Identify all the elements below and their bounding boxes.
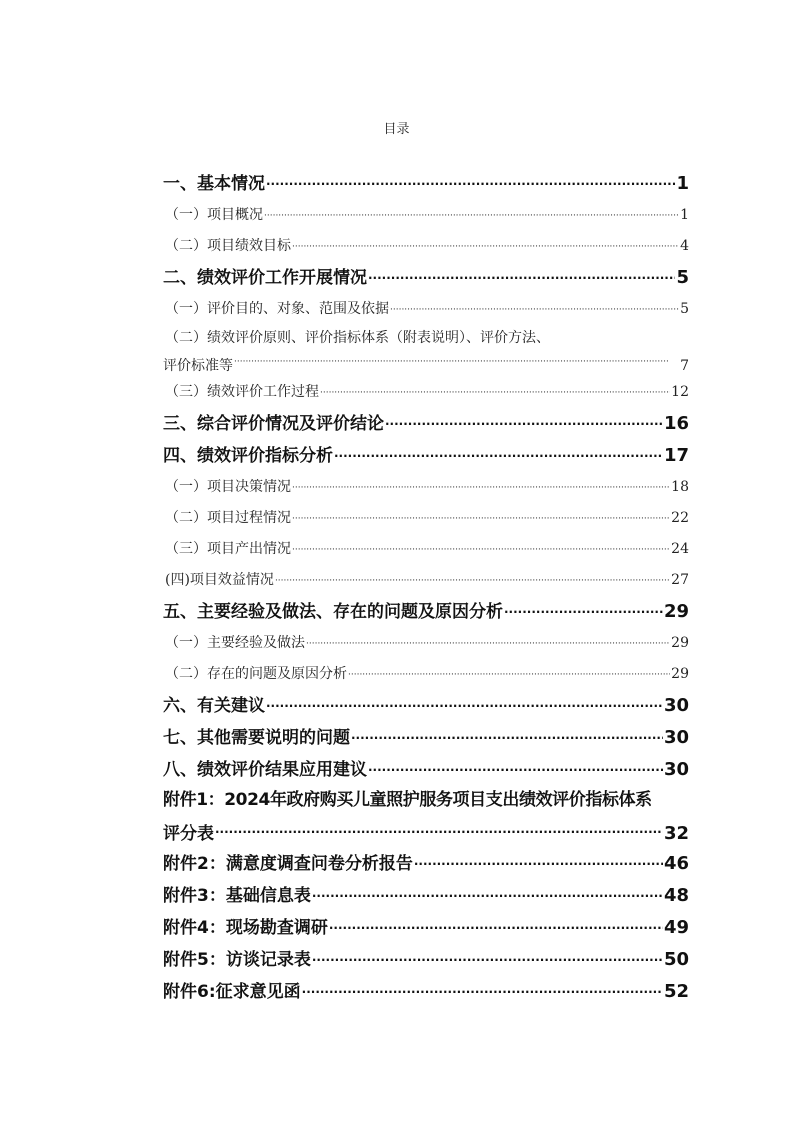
toc-title: 目录 bbox=[383, 122, 410, 137]
toc-entry-page: 7 bbox=[680, 358, 689, 374]
toc-entry-page: 29 bbox=[663, 601, 689, 622]
toc-entry-text-cont: 评价标准等 bbox=[163, 358, 233, 374]
toc-entry-page: 18 bbox=[671, 479, 689, 495]
toc-entry[interactable] bbox=[163, 168, 689, 200]
toc-entry-text: （一）评价目的、对象、范围及依据 bbox=[165, 301, 389, 317]
toc-entry-text: （一）项目概况 bbox=[165, 207, 263, 223]
toc-entry-page: 46 bbox=[663, 853, 689, 874]
toc-entry-text: 附件3：基础信息表 bbox=[163, 886, 311, 906]
dot-leader bbox=[312, 890, 663, 912]
toc-entry-page: 4 bbox=[680, 238, 689, 254]
toc-entry-text: （二）存在的问题及原因分析 bbox=[165, 666, 347, 682]
toc-entry-text: 二、绩效评价工作开展情况 bbox=[163, 268, 367, 288]
toc-entry-text: 附件1：2024年政府购买儿童照护服务项目支出绩效评价指标体系 bbox=[163, 790, 652, 810]
toc-entry-text: （二）绩效评价原则、评价指标体系（附表说明）、评价方法、 bbox=[165, 330, 550, 346]
toc-entry[interactable] bbox=[163, 944, 689, 976]
dot-leader bbox=[368, 272, 675, 294]
dot-leader bbox=[266, 178, 675, 200]
toc-entry-page: 30 bbox=[663, 695, 689, 716]
toc-entry-text-cont: 评分表 bbox=[163, 824, 214, 844]
dot-leader bbox=[368, 764, 663, 786]
dot-leader bbox=[215, 826, 663, 848]
toc-entry-text: （二）项目过程情况 bbox=[165, 510, 291, 526]
dot-leader bbox=[292, 546, 670, 565]
toc-entry-text: （二）项目绩效目标 bbox=[165, 238, 291, 254]
dot-leader bbox=[348, 671, 670, 690]
toc-entry-text: 附件5：访谈记录表 bbox=[163, 950, 311, 970]
dot-leader bbox=[320, 389, 670, 408]
toc-entry-line2[interactable] bbox=[163, 351, 689, 377]
toc-entry-line2[interactable] bbox=[163, 816, 689, 848]
toc-entry[interactable] bbox=[163, 262, 689, 294]
dot-leader bbox=[329, 922, 663, 944]
toc-entry[interactable] bbox=[163, 912, 689, 944]
toc-entry[interactable] bbox=[163, 659, 689, 690]
toc-entry[interactable] bbox=[163, 976, 689, 1008]
toc-entry-text: （一）主要经验及做法 bbox=[165, 635, 305, 651]
dot-leader bbox=[351, 732, 663, 754]
dot-leader bbox=[275, 577, 670, 596]
dot-leader bbox=[504, 606, 663, 628]
toc-entry-text: (四)项目效益情况 bbox=[165, 572, 274, 588]
toc-entry-text: （一）项目决策情况 bbox=[165, 479, 291, 495]
dot-leader bbox=[385, 418, 663, 440]
toc-entry-text: 四、绩效评价指标分析 bbox=[163, 446, 333, 466]
dot-leader bbox=[390, 306, 679, 325]
toc-entry-text: 三、综合评价情况及评价结论 bbox=[163, 414, 384, 434]
toc-entry[interactable] bbox=[163, 503, 689, 534]
toc-entry-text: 五、主要经验及做法、存在的问题及原因分析 bbox=[163, 602, 503, 622]
toc-entry[interactable] bbox=[163, 294, 689, 325]
toc-entry-page: 48 bbox=[663, 885, 689, 906]
toc-entry-page: 30 bbox=[663, 727, 689, 748]
toc-entry[interactable] bbox=[163, 596, 689, 628]
toc-entry-page: 50 bbox=[663, 949, 689, 970]
toc-entry-text: 八、绩效评价结果应用建议 bbox=[163, 760, 367, 780]
toc-entry-page: 29 bbox=[671, 635, 689, 651]
toc-entry-text: 附件6:征求意见函 bbox=[163, 982, 301, 1002]
toc-entry-page: 32 bbox=[663, 823, 689, 844]
dot-leader bbox=[414, 858, 663, 880]
dot-leader bbox=[312, 954, 663, 976]
toc-entry-text: （三）项目产出情况 bbox=[165, 541, 291, 557]
toc-entry[interactable] bbox=[163, 377, 689, 408]
toc-entry[interactable] bbox=[163, 565, 689, 596]
toc-entry-page: 29 bbox=[671, 666, 689, 682]
table-of-contents bbox=[163, 168, 689, 1008]
toc-entry-text: 附件4：现场勘查调研 bbox=[163, 918, 328, 938]
toc-entry[interactable] bbox=[163, 722, 689, 754]
toc-entry-page: 1 bbox=[680, 207, 689, 223]
toc-entry[interactable] bbox=[163, 408, 689, 440]
dot-leader bbox=[306, 640, 670, 659]
dot-leader bbox=[292, 484, 670, 503]
dot-leader bbox=[302, 986, 663, 1008]
toc-entry-line1[interactable] bbox=[163, 786, 689, 816]
toc-entry-page: 5 bbox=[680, 301, 689, 317]
toc-entry-page: 49 bbox=[663, 917, 689, 938]
dot-leader bbox=[292, 515, 670, 534]
toc-entry[interactable] bbox=[163, 231, 689, 262]
toc-entry[interactable] bbox=[163, 440, 689, 472]
toc-entry[interactable] bbox=[163, 880, 689, 912]
toc-entry-page: 52 bbox=[663, 981, 689, 1002]
toc-entry-page: 24 bbox=[671, 541, 689, 557]
toc-entry[interactable] bbox=[163, 628, 689, 659]
toc-entry-page: 27 bbox=[671, 572, 689, 588]
toc-entry-page: 12 bbox=[671, 384, 689, 400]
dot-leader bbox=[264, 212, 679, 231]
dot-leader bbox=[266, 700, 663, 722]
toc-entry-page: 22 bbox=[671, 510, 689, 526]
toc-entry-page: 16 bbox=[663, 413, 689, 434]
toc-entry-text: （三）绩效评价工作过程 bbox=[165, 384, 319, 400]
toc-entry[interactable] bbox=[163, 472, 689, 503]
toc-entry-text: 附件2：满意度调查问卷分析报告 bbox=[163, 854, 413, 874]
dot-leader bbox=[292, 243, 679, 262]
toc-entry-page: 5 bbox=[676, 267, 689, 288]
toc-entry[interactable] bbox=[163, 690, 689, 722]
toc-entry[interactable] bbox=[163, 754, 689, 786]
toc-entry[interactable] bbox=[163, 200, 689, 231]
toc-entry-line1[interactable] bbox=[163, 325, 689, 351]
toc-entry[interactable] bbox=[163, 534, 689, 565]
toc-entry-page: 17 bbox=[663, 445, 689, 466]
toc-entry-page: 1 bbox=[676, 173, 689, 194]
dot-leader bbox=[334, 450, 663, 472]
toc-entry-text: 七、其他需要说明的问题 bbox=[163, 728, 350, 748]
dot-leader bbox=[234, 358, 679, 377]
toc-entry-page: 30 bbox=[663, 759, 689, 780]
toc-entry-text: 六、有关建议 bbox=[163, 696, 265, 716]
toc-entry-text: 一、基本情况 bbox=[163, 174, 265, 194]
toc-entry[interactable] bbox=[163, 848, 689, 880]
